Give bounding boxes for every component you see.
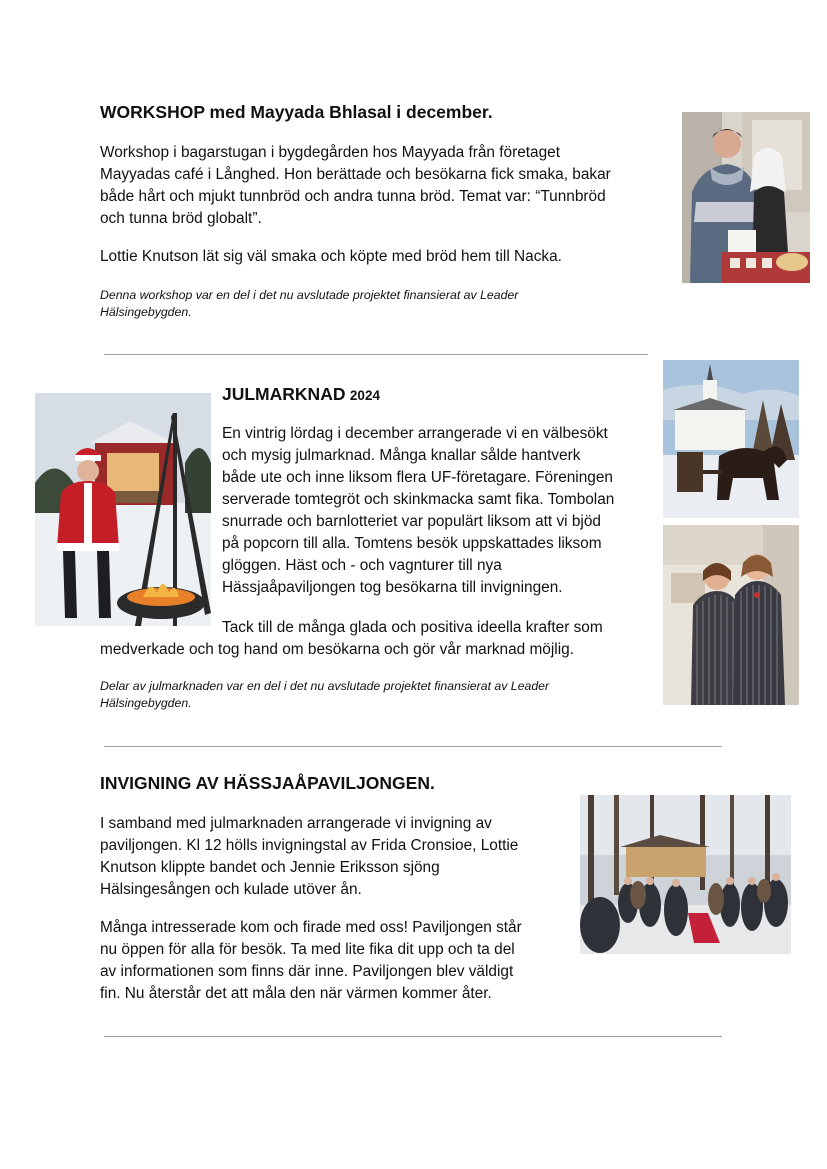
invigning-crowd-photo bbox=[580, 795, 791, 954]
julmarknad-paragraph-1: En vintrig lördag i december arrangerade vi en välbesökt och mysig julmarknad. Många knallar sålde hantverk både ute och inne liksom flera UF-företagare. Föreningen serverade tomtegröt och skinkmacka samt fika. Tombolan snurrade och barnlotteriet var populärt liksom att vi bjöd på popcorn till alla. Tomtens besök uppskattades liksom glöggen. Häst och - och vagnturer till nya Hässjaåpaviljongen tog besökarna till invigningen. bbox=[222, 425, 615, 596]
julmarknad-paragraph-2-line-1: Tack till de många glada och positiva ideella krafter som bbox=[222, 619, 603, 636]
invigning-paragraph-1: I samband med julmarknaden arrangerade vi invigning av paviljongen. Kl 12 hölls invigningstal av Frida Cronsioe, Lottie Knutson klippte bandet och Jennie Eriksson sjöng Hälsingesången och kulade utöver ån. bbox=[100, 815, 519, 898]
invigning-paragraph-2: Många intresserade kom och firade med oss! Paviljongen står nu öppen för alla för besök. Ta med lite fika dit upp och ta del av informationen som finns där inne. Paviljongen blev väldigt fin. Nu återstår det att måla den när värmen kommer åter. bbox=[100, 919, 522, 1002]
workshop-funding-note: Denna workshop var en del i det nu avslutade projektet finansierat av Leader Hälsingebygden. bbox=[100, 288, 519, 319]
invigning-title: INVIGNING AV HÄSSJAÅPAVILJONGEN. bbox=[100, 773, 435, 793]
julmarknad-title-main: JULMARKNAD bbox=[222, 384, 346, 404]
julmarknad-two-women-photo bbox=[663, 525, 799, 705]
divider-2 bbox=[104, 746, 722, 747]
julmarknad-horse-church-photo bbox=[663, 360, 799, 518]
julmarknad-santa-photo bbox=[35, 393, 211, 626]
workshop-title: WORKSHOP med Mayyada Bhlasal i december. bbox=[100, 102, 493, 122]
workshop-photo bbox=[682, 112, 810, 283]
workshop-paragraph-1: Workshop i bagarstugan i bygdegården hos Mayyada från företaget Mayyadas café i Långhed. Hon berättade och besökarna fick smaka, bakar både hårt och mjukt tunnbröd och andra tunna bröd. Temat var: “Tunnbröd och tunna bröd globalt”. bbox=[100, 144, 611, 227]
julmarknad-funding-note: Delar av julmarknaden var en del i det nu avslutade projektet finansierat av Leader Hälsingebygden. bbox=[100, 679, 550, 710]
workshop-paragraph-2: Lottie Knutson lät sig väl smaka och köpte med bröd hem till Nacka. bbox=[100, 248, 562, 265]
julmarknad-paragraph-2-line-2: medverkade och tog hand om besökarna och gör vår marknad möjlig. bbox=[100, 641, 574, 658]
divider-3 bbox=[104, 1036, 722, 1037]
julmarknad-title bbox=[222, 384, 380, 405]
julmarknad-title-year: 2024 bbox=[349, 388, 380, 403]
divider-1 bbox=[104, 354, 648, 355]
